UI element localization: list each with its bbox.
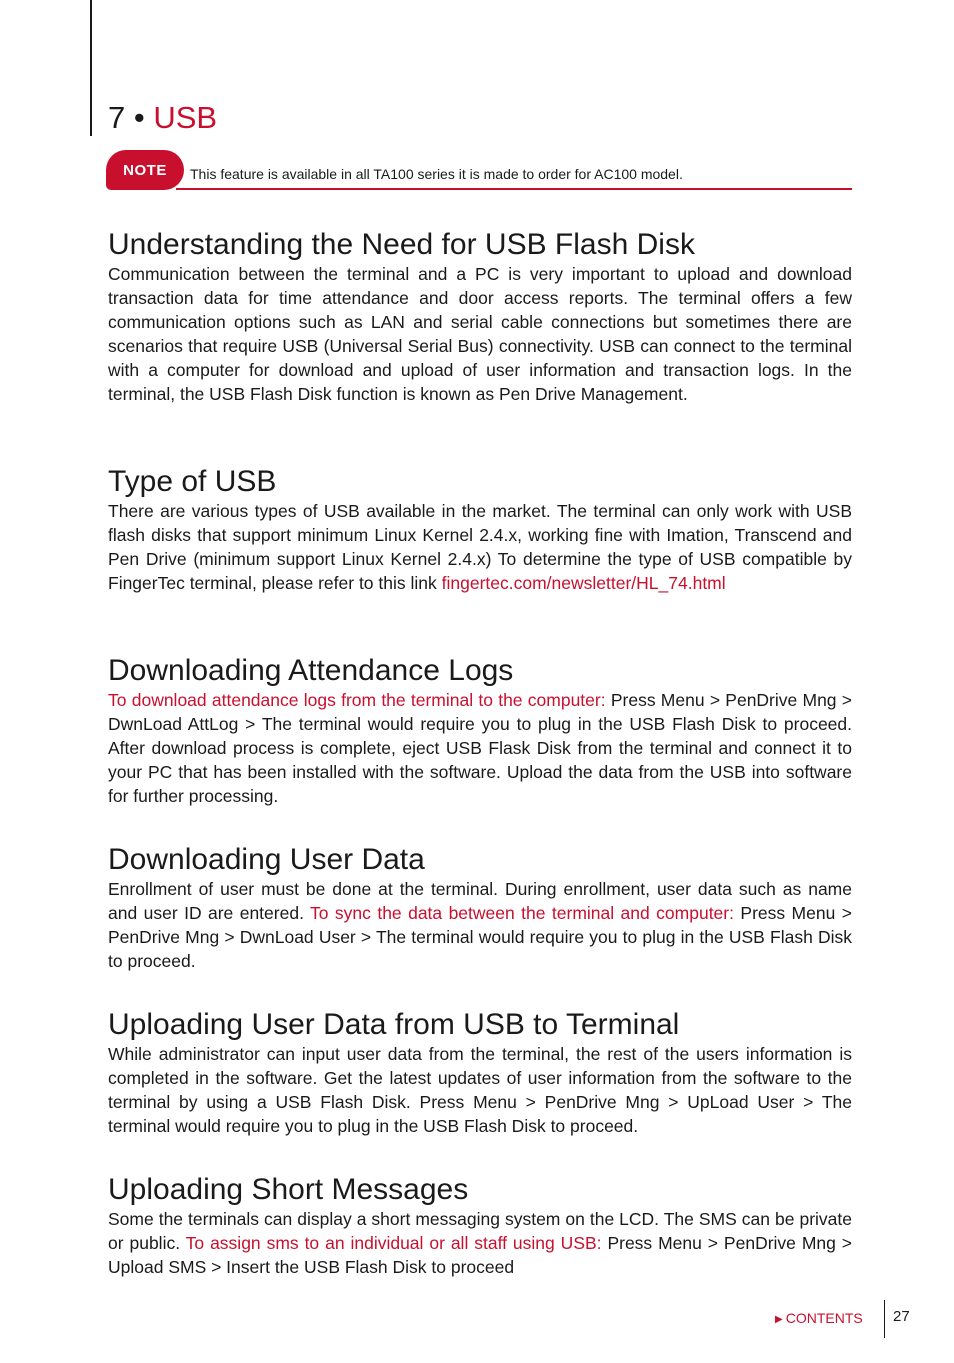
- section-heading: Understanding the Need for USB Flash Disk: [108, 228, 695, 261]
- chapter-title: [108, 98, 217, 138]
- instruction-lead: To download attendance logs from the terminal to the computer:: [108, 690, 606, 710]
- instruction-lead: To assign sms to an individual or all staff using USB:: [185, 1233, 602, 1253]
- page-number: 27: [893, 1308, 910, 1325]
- section-heading: Downloading User Data: [108, 843, 425, 876]
- note-underline: [176, 188, 852, 190]
- section-body: While administrator can input user data from the terminal, the rest of the users information is completed in the software. Get the latest updates of user information from the software to the terminal by using a USB Flash Disk. Press Menu > PenDrive Mng > UpLoad User > The terminal would require you to plug in the USB Flash Disk to proceed.: [108, 1044, 852, 1136]
- footer-divider: [884, 1300, 885, 1338]
- section-understanding: [108, 228, 852, 406]
- section-uploading-user-data: [108, 1008, 852, 1138]
- body-text: Some the terminals can display a short messaging system on the LCD. The SMS can be private or public.: [108, 1209, 852, 1253]
- note-text: This feature is available in all TA100 series it is made to order for AC100 model.: [190, 166, 683, 182]
- contents-label: CONTENTS: [785, 1310, 863, 1326]
- contents-link[interactable]: [775, 1308, 863, 1330]
- section-body: [108, 499, 852, 595]
- body-text: Press Menu > PenDrive Mng > DwnLoad User > The terminal would require you to plug in the USB Flash Disk to proceed.: [108, 903, 852, 971]
- body-text: Press Menu > PenDrive Mng > DwnLoad AttLog > The terminal would require you to plug in the USB Flash Disk to proceed. After download process is complete, eject USB Flask Disk from the terminal and connect it to your PC that has been installed with the software. Upload the data from the USB into software for further processing.: [108, 690, 853, 806]
- chapter-number: 7 •: [108, 100, 145, 135]
- section-body: [108, 688, 852, 808]
- left-margin-rule: [90, 0, 92, 136]
- play-arrow-icon: ▶: [775, 1314, 783, 1325]
- section-heading: Type of USB: [108, 465, 277, 498]
- section-body: [108, 1207, 852, 1279]
- section-body: Communication between the terminal and a PC is very important to upload and download transaction data for time attendance and door access reports. The terminal offers a few communication options such as LAN and serial cable connections but sometimes there are scenarios that require USB (Universal Serial Bus) connectivity. USB can connect to the terminal with a computer for download and upload of user information and transaction logs. In the terminal, the USB Flash Disk function is known as Pen Drive Management.: [108, 264, 852, 404]
- section-heading: Uploading User Data from USB to Terminal: [108, 1008, 680, 1041]
- instruction-lead: To sync the data between the terminal and computer:: [310, 903, 734, 923]
- note-badge: NOTE: [106, 150, 184, 190]
- note-callout: [106, 150, 852, 192]
- section-downloading-user-data: [108, 843, 852, 973]
- section-heading: Downloading Attendance Logs: [108, 654, 514, 687]
- body-text: Enrollment of user must be done at the terminal. During enrollment, user data such as name and user ID are entered.: [108, 879, 852, 923]
- section-body: [108, 877, 852, 973]
- body-text: Press Menu > PenDrive Mng > Upload SMS > Insert the USB Flash Disk to proceed: [108, 1233, 853, 1277]
- section-uploading-short-messages: [108, 1173, 852, 1279]
- body-text: There are various types of USB available in the market. The terminal can only work with USB flash disks that support minimum Linux Kernel 2.4.x, working fine with Imation, Transcend and Pen Drive (minimum support Linux Kernel 2.4.x) To determine the type of USB compatible by FingerTec terminal, please refer to this link: [108, 501, 852, 593]
- section-downloading-attendance-logs: [108, 654, 852, 808]
- section-heading: Uploading Short Messages: [108, 1173, 469, 1206]
- section-type-of-usb: [108, 465, 852, 595]
- chapter-name: USB: [153, 100, 218, 135]
- newsletter-link[interactable]: fingertec.com/newsletter/HL_74.html: [441, 573, 726, 593]
